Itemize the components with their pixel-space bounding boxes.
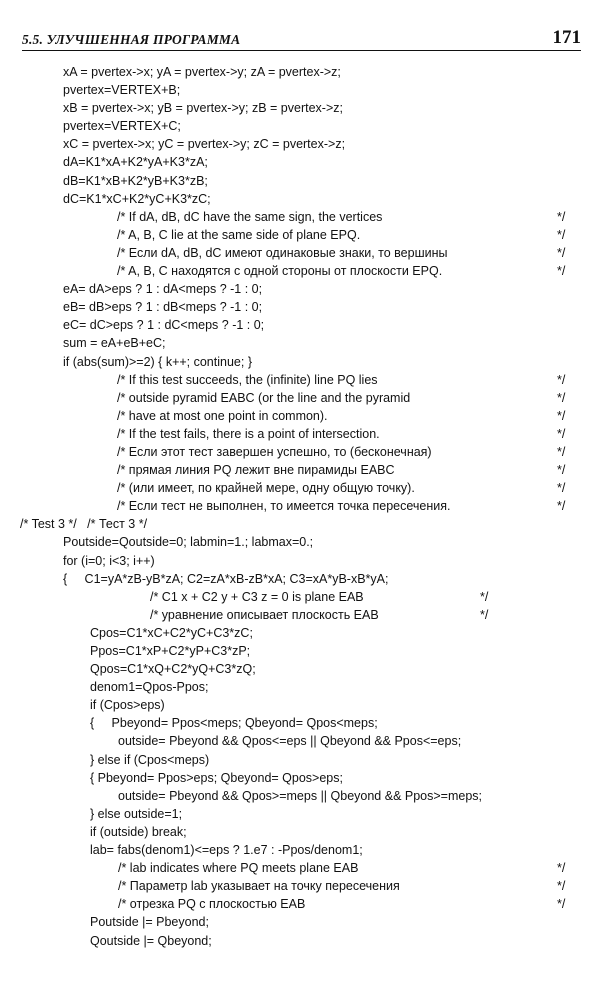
code-text: denom1=Qpos-Ppos; (90, 680, 209, 695)
code-text: sum = eA+eB+eC; (63, 336, 166, 351)
code-text: /* (или имеет, по крайней мере, одну общую точку). (117, 481, 415, 496)
code-line (0, 425, 605, 443)
comment-end: */ (557, 227, 566, 242)
code-text: /* outside pyramid EABC (or the line and the pyramid (117, 390, 411, 405)
running-title: 5.5. УЛУЧШЕННАЯ ПРОГРАММА (22, 32, 241, 47)
code-text: { Pbeyond= Ppos<meps; Qbeyond= Qpos<meps; (90, 716, 378, 731)
code-text: if (abs(sum)>=2) { k++; continue; } (63, 354, 252, 369)
comment-end: */ (480, 589, 489, 604)
page-number: 171 (552, 27, 581, 48)
comment-end: */ (557, 481, 566, 496)
comment-end: */ (557, 897, 566, 912)
comment-end: */ (557, 372, 566, 387)
code-text: /* If this test succeeds, the (infinite) line PQ lies (117, 372, 378, 387)
code-text: /* If dA, dB, dC have the same sign, the vertices (117, 209, 383, 224)
comment-end: */ (557, 209, 566, 224)
code-line (0, 63, 605, 81)
code-text: eB= dB>eps ? 1 : dB<meps ? -1 : 0; (63, 300, 263, 315)
comment-end: */ (557, 408, 566, 423)
comment-end: */ (557, 444, 566, 459)
code-text: dA=K1*xA+K2*yA+K3*zA; (63, 155, 208, 170)
code-text: /* A, B, C находятся с одной стороны от плоскости EPQ. (117, 264, 443, 279)
code-listing (0, 63, 605, 950)
code-line (0, 841, 605, 859)
code-line (0, 172, 605, 190)
code-line (0, 751, 605, 769)
code-line (0, 479, 605, 497)
code-line (0, 298, 605, 316)
code-line (0, 642, 605, 660)
comment-end: */ (557, 463, 566, 478)
code-text: xC = pvertex->x; yC = pvertex->y; zC = pvertex->z; (63, 137, 346, 152)
code-text: pvertex=VERTEX+B; (63, 83, 181, 98)
comment-end: */ (557, 499, 566, 514)
code-text: Ppos=C1*xP+C2*yP+C3*zP; (90, 644, 251, 658)
code-text: lab= fabs(denom1)<=eps ? 1.e7 : -Ppos/denom1; (90, 843, 363, 858)
code-line (0, 371, 605, 389)
code-text: Poutside=Qoutside=0; labmin=1.; labmax=0.; (63, 535, 314, 550)
code-line (0, 262, 605, 280)
comment-end: */ (557, 264, 566, 279)
comment-end: */ (557, 390, 566, 405)
code-line (0, 533, 605, 551)
code-line (0, 895, 605, 913)
code-text: Poutside |= Pbeyond; (90, 915, 209, 930)
code-line (0, 805, 605, 823)
code-text: xA = pvertex->x; yA = pvertex->y; zA = pvertex->z; (63, 65, 341, 79)
code-text: eA= dA>eps ? 1 : dA<meps ? -1 : 0; (63, 282, 263, 297)
code-line (0, 877, 605, 895)
code-line (0, 552, 605, 570)
code-line (0, 226, 605, 244)
code-line (0, 732, 605, 750)
code-text: /* Если этот тест завершен успешно, то (бесконечная) (117, 444, 432, 459)
code-text: /* Test 3 */ /* Тест 3 */ (20, 517, 148, 532)
code-line (0, 515, 605, 533)
code-line (0, 280, 605, 298)
code-line (0, 244, 605, 262)
code-text: /* lab indicates where PQ meets plane EAB (118, 861, 359, 876)
code-line (0, 316, 605, 334)
code-line (0, 208, 605, 226)
code-text: for (i=0; i<3; i++) (63, 553, 155, 568)
code-text: dC=K1*xC+K2*yC+K3*zC; (63, 191, 211, 206)
code-line (0, 353, 605, 371)
code-text: /* Если тест не выполнен, то имеется точка пересечения. (117, 499, 451, 514)
code-text: outside= Pbeyond && Qpos>=meps || Qbeyond && Ppos>=meps; (118, 788, 483, 803)
code-line (0, 81, 605, 99)
code-line (0, 99, 605, 117)
code-line (0, 913, 605, 931)
code-line (0, 606, 605, 624)
code-text: Qpos=C1*xQ+C2*yQ+C3*zQ; (90, 662, 256, 677)
code-text: /* have at most one point in common). (117, 408, 328, 423)
code-line (0, 769, 605, 787)
code-text: pvertex=VERTEX+C; (63, 119, 181, 134)
code-text: { C1=yA*zB-yB*zA; C2=zA*xB-zB*xA; C3=xA*yB-xB*yA; (63, 571, 389, 586)
code-line (0, 190, 605, 208)
code-line (0, 461, 605, 479)
code-line (0, 932, 605, 950)
code-text: { Pbeyond= Ppos>eps; Qbeyond= Qpos>eps; (90, 770, 343, 785)
code-line (0, 787, 605, 805)
code-line (0, 153, 605, 171)
code-text: /* Параметр lab указывает на точку пересечения (118, 879, 400, 894)
code-text: } else if (Cpos<meps) (90, 752, 210, 767)
code-text: if (outside) break; (90, 824, 187, 839)
code-text: outside= Pbeyond && Qpos<=eps || Qbeyond && Ppos<=eps; (118, 734, 462, 749)
code-line (0, 660, 605, 678)
code-line (0, 389, 605, 407)
code-line (0, 135, 605, 153)
comment-end: */ (480, 607, 489, 622)
code-text: Qoutside |= Qbeyond; (90, 933, 212, 948)
code-line (0, 443, 605, 461)
code-text: /* C1 x + C2 y + C3 z = 0 is plane EAB (150, 589, 364, 604)
code-line (0, 334, 605, 352)
code-text: /* If the test fails, there is a point of intersection. (117, 426, 380, 441)
code-text: /* отрезка PQ с плоскостью EAB (118, 897, 306, 912)
code-line (0, 117, 605, 135)
code-text: /* Если dA, dB, dC имеют одинаковые знаки, то вершины (117, 245, 448, 260)
comment-end: */ (557, 245, 566, 260)
code-line (0, 407, 605, 425)
code-text: eC= dC>eps ? 1 : dC<meps ? -1 : 0; (63, 318, 265, 333)
code-line (0, 570, 605, 588)
comment-end: */ (557, 426, 566, 441)
code-text: /* A, B, C lie at the same side of plane EPQ. (117, 227, 361, 242)
code-line (0, 859, 605, 877)
code-line (0, 497, 605, 515)
code-line (0, 678, 605, 696)
code-text: dB=K1*xB+K2*yB+K3*zB; (63, 173, 208, 188)
code-text: xB = pvertex->x; yB = pvertex->y; zB = pvertex->z; (63, 101, 343, 116)
code-text: /* уравнение описывает плоскость EAB (150, 607, 379, 622)
code-line (0, 714, 605, 732)
code-text: } else outside=1; (90, 806, 183, 821)
code-text: if (Cpos>eps) (90, 698, 165, 713)
comment-end: */ (557, 879, 566, 894)
header-rule (22, 50, 581, 51)
code-text: /* прямая линия PQ лежит вне пирамиды EABC (117, 463, 395, 478)
code-line (0, 588, 605, 606)
comment-end: */ (557, 861, 566, 876)
page-header (22, 22, 581, 52)
code-line (0, 696, 605, 714)
code-line (0, 624, 605, 642)
code-text: Cpos=C1*xC+C2*yC+C3*zC; (90, 625, 253, 640)
code-line (0, 823, 605, 841)
